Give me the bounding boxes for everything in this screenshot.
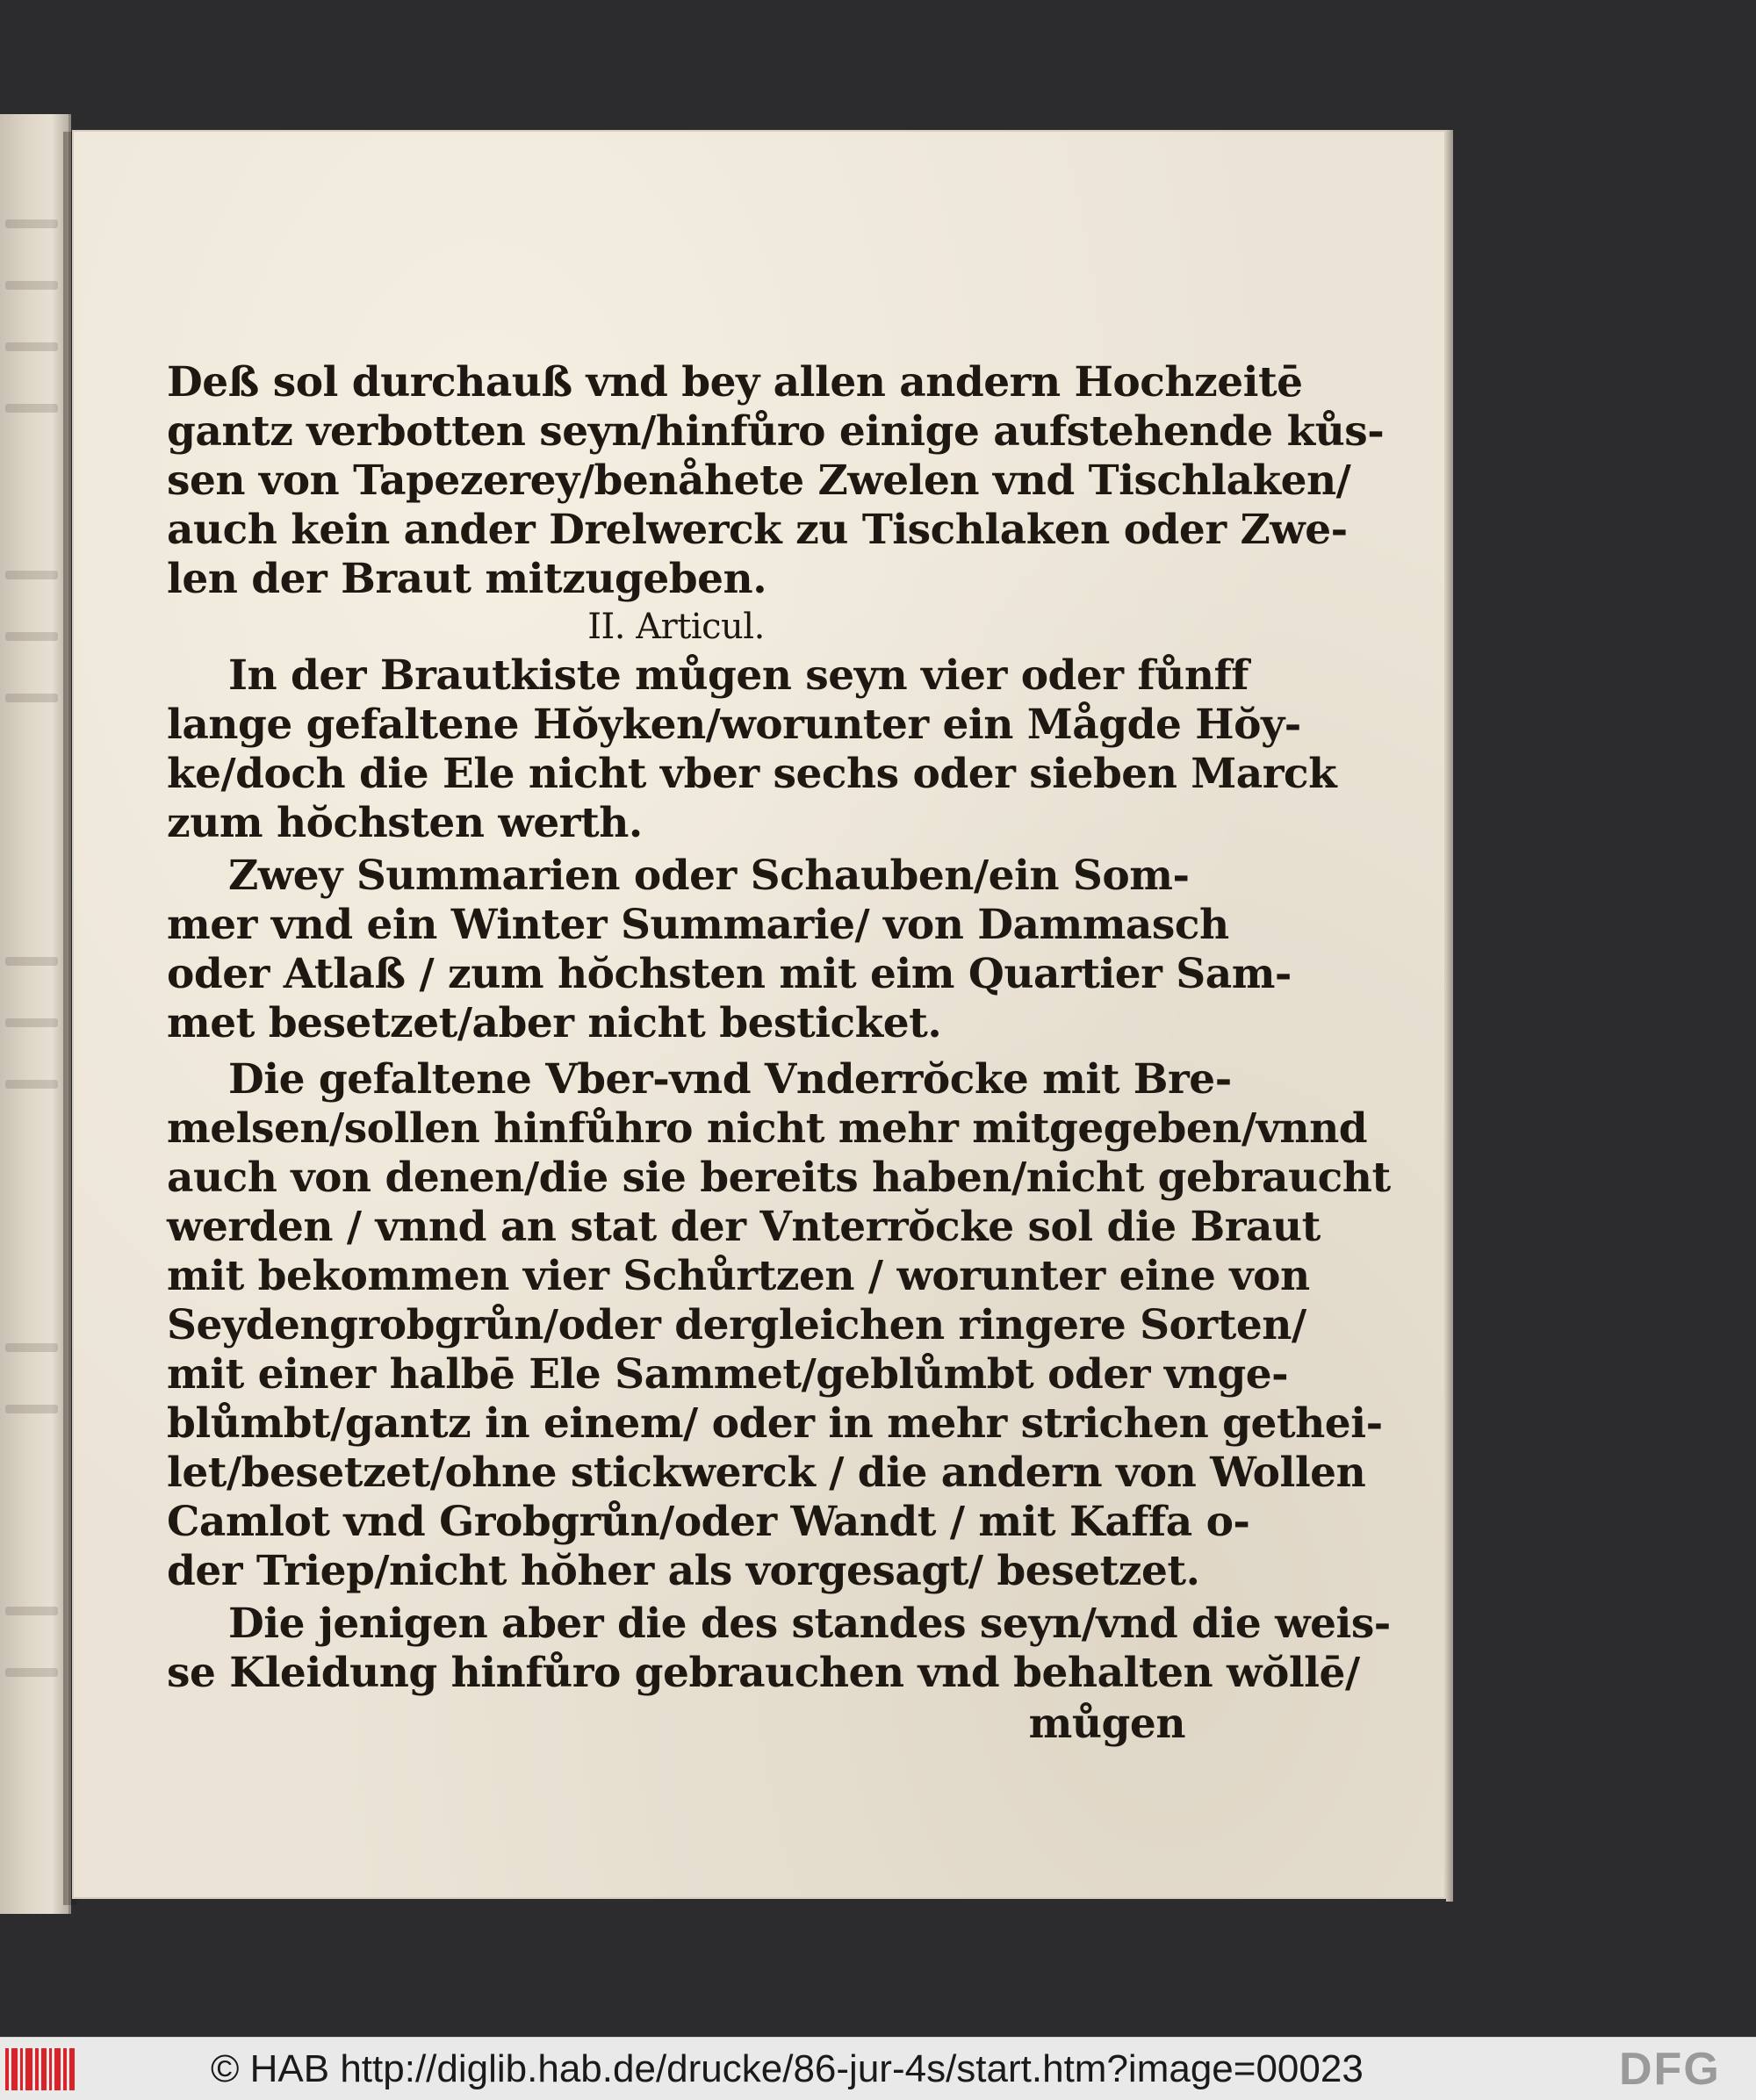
text-line: Camlot vnd Grobgrůn/oder Wandt / mit Kaffa o- bbox=[167, 1498, 1250, 1546]
text-line: mit einer halbē Ele Sammet/geblůmbt oder vnge- bbox=[167, 1350, 1289, 1399]
ghost-text bbox=[5, 957, 58, 966]
ghost-text bbox=[5, 1668, 58, 1677]
text-line: der Triep/nicht hŏher als vorgesagt/ besetzet. bbox=[167, 1547, 1200, 1595]
ghost-text bbox=[5, 342, 58, 351]
ghost-text bbox=[5, 1080, 58, 1089]
text-line: Die jenigen aber die des standes seyn/vnd die weis- bbox=[228, 1600, 1391, 1648]
text-line: auch von denen/die sie bereits haben/nicht gebraucht bbox=[167, 1154, 1391, 1202]
ghost-text bbox=[5, 404, 58, 413]
text-line: werden / vnnd an stat der Vnterrŏcke sol die Braut bbox=[167, 1203, 1321, 1251]
text-line: mit bekommen vier Schůrtzen / worunter eine von bbox=[167, 1252, 1310, 1300]
catchword: můgen bbox=[1028, 1700, 1185, 1748]
text-line: Die gefaltene Vber-vnd Vnderrŏcke mit Bre- bbox=[228, 1055, 1232, 1104]
text-line: sen von Tapezerey/benåhete Zwelen vnd Tischlaken/ bbox=[167, 457, 1351, 505]
text-line: blůmbt/gantz in einem/ oder in mehr strichen gethei- bbox=[167, 1399, 1383, 1448]
page-edge bbox=[1446, 130, 1453, 1902]
footer-bar bbox=[0, 2037, 1756, 2100]
ghost-text bbox=[5, 632, 58, 641]
ghost-text bbox=[5, 694, 58, 702]
text-line: len der Braut mitzugeben. bbox=[167, 555, 767, 603]
text-line: auch kein ander Drelwerck zu Tischlaken oder Zwe- bbox=[167, 506, 1348, 554]
article-heading: II. Articul. bbox=[587, 607, 765, 647]
dfg-logo: DFG bbox=[1619, 2044, 1721, 2095]
barcode-icon bbox=[5, 2048, 76, 2090]
ghost-text bbox=[5, 1607, 58, 1615]
ghost-text bbox=[5, 219, 58, 228]
ghost-text bbox=[5, 281, 58, 290]
text-line: oder Atlaß / zum hŏchsten mit eim Quartier Sam- bbox=[167, 950, 1292, 998]
ghost-text bbox=[5, 571, 58, 579]
text-line: gantz verbotten seyn/hinfůro einige aufstehende kůs- bbox=[167, 407, 1385, 456]
text-line: se Kleidung hinfůro gebrauchen vnd behalten wŏllē/ bbox=[167, 1649, 1360, 1697]
text-line: In der Brautkiste můgen seyn vier oder fůnff bbox=[228, 651, 1249, 700]
book-page bbox=[72, 130, 1446, 1899]
text-line: Deß sol durchauß vnd bey allen andern Hochzeitē bbox=[167, 358, 1303, 406]
text-line: ke/doch die Ele nicht vber sechs oder sieben Marck bbox=[167, 750, 1337, 798]
ghost-text bbox=[5, 1405, 58, 1413]
text-line: met besetzet/aber nicht besticket. bbox=[167, 999, 942, 1047]
text-line: melsen/sollen hinfůhro nicht mehr mitgegeben/vnnd bbox=[167, 1104, 1368, 1153]
previous-page-edge bbox=[0, 114, 71, 1914]
text-line: lange gefaltene Hŏyken/worunter ein Mågde Hŏy- bbox=[167, 701, 1301, 749]
text-line: zum hŏchsten werth. bbox=[167, 799, 643, 847]
text-line: let/besetzet/ohne stickwerck / die andern von Wollen bbox=[167, 1449, 1366, 1497]
text-line: Seydengrobgrůn/oder dergleichen ringere Sorten/ bbox=[167, 1301, 1306, 1349]
ghost-text bbox=[5, 1018, 58, 1027]
text-line: Zwey Summarien oder Schauben/ein Som- bbox=[228, 852, 1190, 900]
copyright-link[interactable]: © HAB http://diglib.hab.de/drucke/86-jur-4s/start.htm?image=00023 bbox=[211, 2047, 1364, 2090]
text-line: mer vnd ein Winter Summarie/ von Dammasch bbox=[167, 901, 1229, 949]
ghost-text bbox=[5, 1343, 58, 1352]
